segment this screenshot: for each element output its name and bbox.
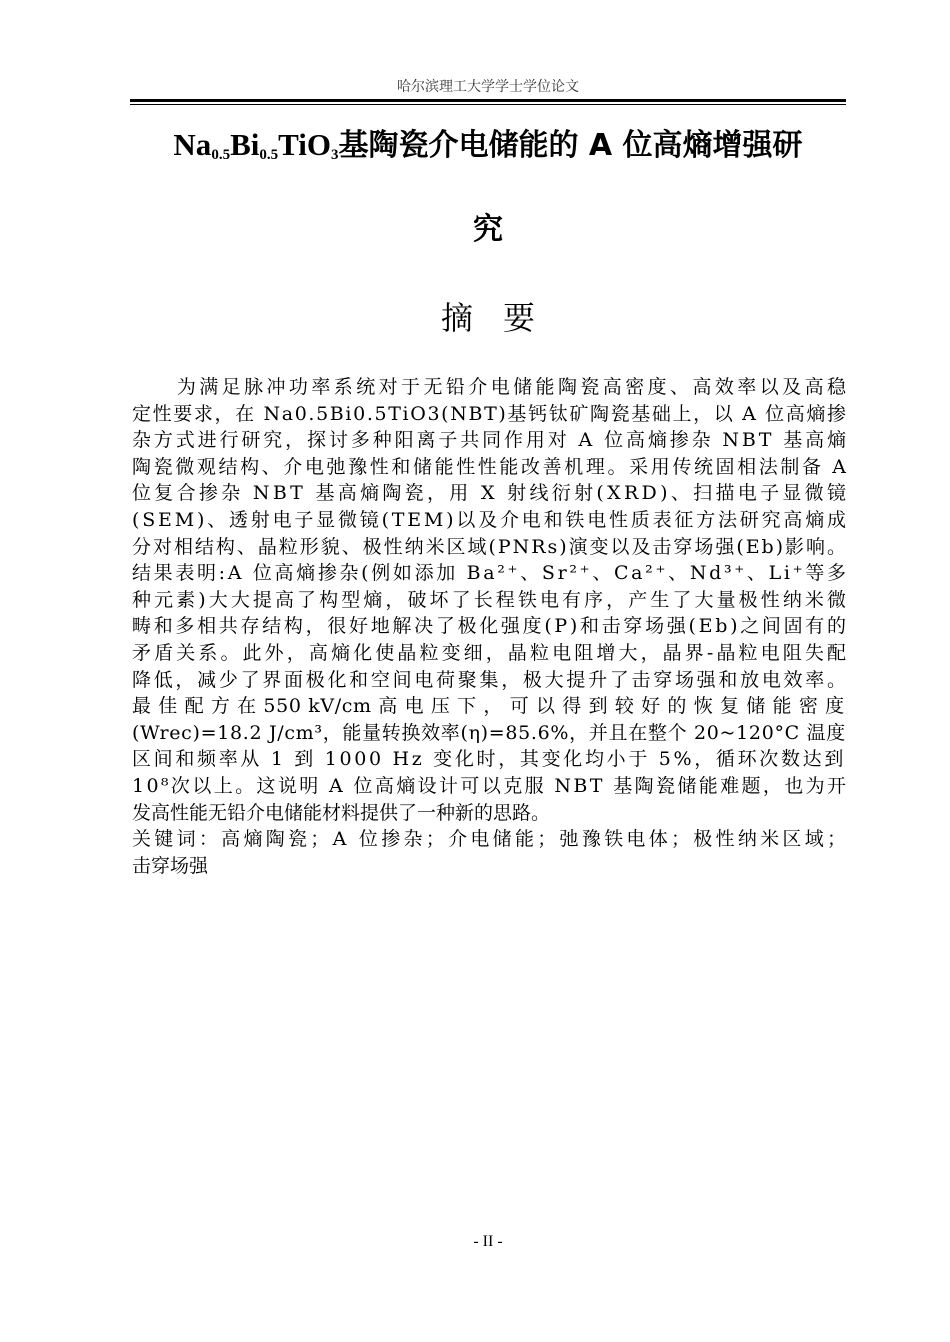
abstract-line: 杂方式进行研究，探讨多种阳离子共同作用对 A 位高熵掺杂 NBT 基高熵: [132, 429, 849, 452]
abstract-line: 降低，减少了界面极化和空间电荷聚集，极大提升了击穿场强和放电效率。: [132, 668, 849, 691]
abstract-line: 10⁸次以上。这说明 A 位高熵设计可以克服 NBT 基陶瓷储能难题，也为开: [132, 774, 849, 797]
title-chem-bi: Bi: [230, 127, 260, 162]
abstract-line: 矛盾关系。此外，高熵化使晶粒变细，晶粒电阻增大，晶界-晶粒电阻失配: [132, 641, 850, 664]
abstract-line: 为满足脉冲功率系统对于无铅介电储能陶瓷高密度、高效率以及高稳: [132, 376, 850, 398]
abstract-line: 分对相结构、晶粒形貌、极性纳米区域(PNRs)演变以及击穿场强(Eb)影响。: [132, 535, 848, 558]
abstract-line: 种元素)大大提高了构型熵，破坏了长程铁电有序，产生了大量极性纳米微: [132, 588, 850, 611]
abstract-line: (SEM)、透射电子显微镜(TEM)以及介电和铁电性质表征方法研究高熵成: [132, 508, 849, 531]
title-chem-na: Na: [173, 127, 212, 162]
title-chem-tio: TiO: [278, 127, 331, 162]
running-header: 哈尔滨理工大学学士学位论文: [397, 79, 579, 95]
abstract-line: (Wrec)=18.2 J/cm³，能量转换效率(η)=85.6%，并且在整个 20~120°C 温度: [132, 721, 846, 744]
title-chem-na-sub: 0.5: [211, 147, 231, 163]
abstract-line: 畴和多相共存结构，很好地解决了极化强度(P)和击穿场强(Eb)之间固有的: [132, 615, 849, 638]
keywords-line: 击穿场强: [132, 854, 209, 877]
keywords-line: 关键词：高熵陶瓷；A 位掺杂；介电储能；弛豫铁电体；极性纳米区域；: [132, 828, 850, 851]
title-chem-tio-sub: 3: [330, 147, 339, 163]
paper-title: [130, 128, 846, 163]
page-number: - II -: [473, 1233, 503, 1250]
header-rule-thick: [130, 99, 846, 102]
paper-title-line2: 究: [473, 212, 503, 247]
abstract-line: 陶瓷微观结构、介电弛豫性和储能性性能改善机理。采用传统固相法制备 A: [132, 455, 849, 478]
abstract-line: 发高性能无铅介电储能材料提供了一种新的思路。: [132, 801, 551, 824]
title-chem-bi-sub: 0.5: [259, 147, 279, 163]
abstract-heading: 摘要: [440, 299, 565, 337]
abstract-line: 结果表明:A 位高熵掺杂(例如添加 Ba²⁺、Sr²⁺、Ca²⁺、Nd³⁺、Li⁺等多: [132, 562, 849, 585]
abstract-line: 区间和频率从 1 到 1000 Hz 变化时，其变化均小于 5%，循环次数达到: [132, 748, 846, 771]
abstract-line: 最 佳 配 方 在 550 kV/cm 高 电 压 下 ， 可 以 得 到 较 好 的 恢 复 储 能 密 度: [132, 695, 845, 718]
abstract-line: 位复合掺杂 NBT 基高熵陶瓷，用 X 射线衍射(XRD)、扫描电子显微镜: [132, 482, 850, 505]
abstract-body: [132, 374, 850, 879]
title-rest-line1: 基陶瓷介电储能的 A 位高熵增强研: [338, 128, 803, 163]
header-rule-thin: [130, 104, 846, 105]
abstract-line: 定性要求，在 Na0.5Bi0.5TiO3(NBT)基钙钛矿陶瓷基础上，以 A 位高熵掺: [132, 402, 848, 425]
